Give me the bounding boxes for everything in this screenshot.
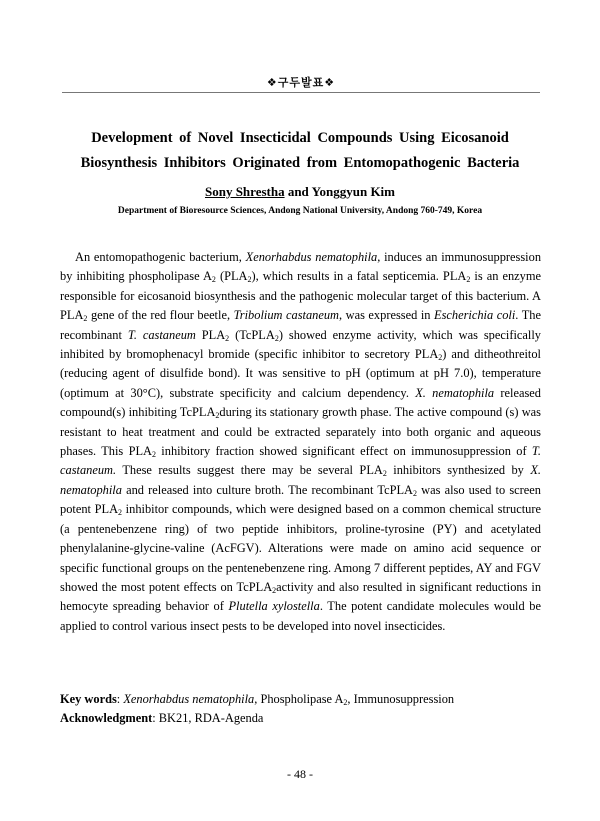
species-name: X. nematophila (415, 385, 495, 400)
keyword: , Phospholipase A (254, 692, 344, 706)
author-joiner: and (284, 184, 312, 199)
presenting-author: Sony Shrestha (204, 184, 285, 199)
keyword: , Immunosuppression (347, 692, 455, 706)
subscript: 2 (466, 275, 471, 285)
acknowledgment-label: Acknowledgment (60, 711, 153, 725)
abstract-text: released compound(s) inhibiting TcPLA (60, 385, 541, 420)
subscript: 2 (274, 333, 279, 343)
abstract-text: is an enzyme responsible for eicosanoid biosynthesis and the pathogenic molecular target of this bacterium. A PLA (60, 269, 541, 323)
title-line-2: Biosynthesis Inhibitors Originated from Entomopathogenic Bacteria (80, 155, 520, 171)
keywords-label: Key words (60, 692, 117, 706)
abstract-text: gene of the red flour beetle, (87, 308, 234, 323)
abstract-text: An entomopathogenic bacterium, (75, 250, 246, 264)
keyword: Xenorhabdus nematophila (123, 692, 255, 706)
abstract-body (60, 248, 541, 636)
species-name: Tribolium castaneum (233, 308, 339, 323)
paper-title (40, 126, 560, 176)
keywords-line (60, 690, 541, 709)
subscript: 2 (118, 508, 123, 518)
abstract-text: ), which results in a fatal septicemia. PLA (251, 269, 467, 284)
abstract-text: was also used to screen potent PLA (60, 482, 541, 517)
separator: : (116, 692, 124, 706)
subscript: 2 (215, 411, 220, 421)
subscript: 2 (151, 450, 156, 460)
co-author: Yonggyun Kim (311, 184, 396, 199)
abstract-text: . The potent candidate molecules would be applied to control various insect pests to be developed into novel insecticides. (60, 599, 541, 633)
subscript: 2 (412, 488, 417, 498)
section-header: ❖구두발표❖ (266, 76, 336, 89)
title-line-1: Development of Novel Insecticidal Compounds Using Eicosanoid (91, 130, 509, 146)
abstract-text: These results suggest there may be several PLA (116, 463, 383, 478)
subscript: 2 (382, 469, 387, 479)
abstract-text: (TcPLA (229, 327, 275, 342)
abstract-text: inhibitors synthesized by (386, 463, 531, 478)
page-number: - 48 - (287, 767, 313, 781)
subscript: 2 (211, 275, 216, 285)
abstract-text: ) and ditheothreitol (reducing agent of disulfide bond). It was sensitive to pH (optimum at pH 7.0), temperature (optimum at 30°C), substrate specificity and calcium dependency. (60, 347, 541, 400)
abstract-text: and released into culture broth. The recombinant TcPLA (121, 482, 413, 497)
subscript: 2 (438, 353, 443, 363)
acknowledgment-text: BK21, RDA-Agenda (158, 711, 264, 725)
abstract-text: PLA (195, 327, 226, 342)
abstract-text: , was expressed in (339, 308, 434, 323)
abstract-text: inhibitor compounds, which were designed based on a common chemical structure (a pentenebenzene ring) of two peptide inhibitors, proline-tyrosine (PY) and acetylated phenylalanine-glycine-valine (AcFGV). Alterations were made on amino acid sequence or specific functional groups on the pentenebenzene ring. Among 7 different peptides, AY and FGV showed the most potent effects on TcPLA (60, 502, 541, 594)
abstract-text: inhibitory fraction showed significant effect on immunosuppression of (155, 444, 532, 459)
species-name: X. nematophila (60, 463, 542, 497)
affiliation: Department of Bioresource Sciences, Andong National University, Andong 760-749, Korea (117, 206, 483, 216)
author-line (40, 184, 560, 200)
abstract-text: induces an immunosuppression by inhibiting phospholipase A (60, 250, 542, 284)
abstract-paragraph (60, 248, 541, 636)
separator: : (152, 711, 159, 725)
abstract-text: (PLA (215, 269, 248, 284)
keywords-block (60, 690, 541, 728)
abstract-text: ) showed enzyme activity, which was specifically inhibited by bromophenacyl bromide (specific inhibitor to secretory PLA (60, 327, 541, 362)
species-name: Escherichia coli (434, 308, 516, 323)
abstract-text: during its stationary growth phase. The active compound (s) was resistant to heat treatment and could be extracted separately into both organic and aqueous phases. This PLA (60, 405, 541, 459)
subscript: 2 (83, 314, 88, 324)
header-rule (62, 92, 540, 93)
subscript: 2 (272, 585, 277, 595)
species-name: T. castaneum. (60, 444, 541, 478)
subscript: 2 (225, 333, 230, 343)
subscript: 2 (343, 698, 348, 707)
abstract-text: activity and also resulted in significant reductions in hemocyte spreading behavior of (60, 579, 542, 614)
acknowledgment-line (60, 709, 541, 728)
species-name: Plutella xylostella (228, 599, 320, 614)
species-name: Xenorhabdus nematophila, (245, 250, 381, 264)
abstract-text: . The recombinant (60, 308, 541, 342)
subscript: 2 (247, 275, 252, 285)
species-name: T. castaneum (127, 327, 196, 342)
